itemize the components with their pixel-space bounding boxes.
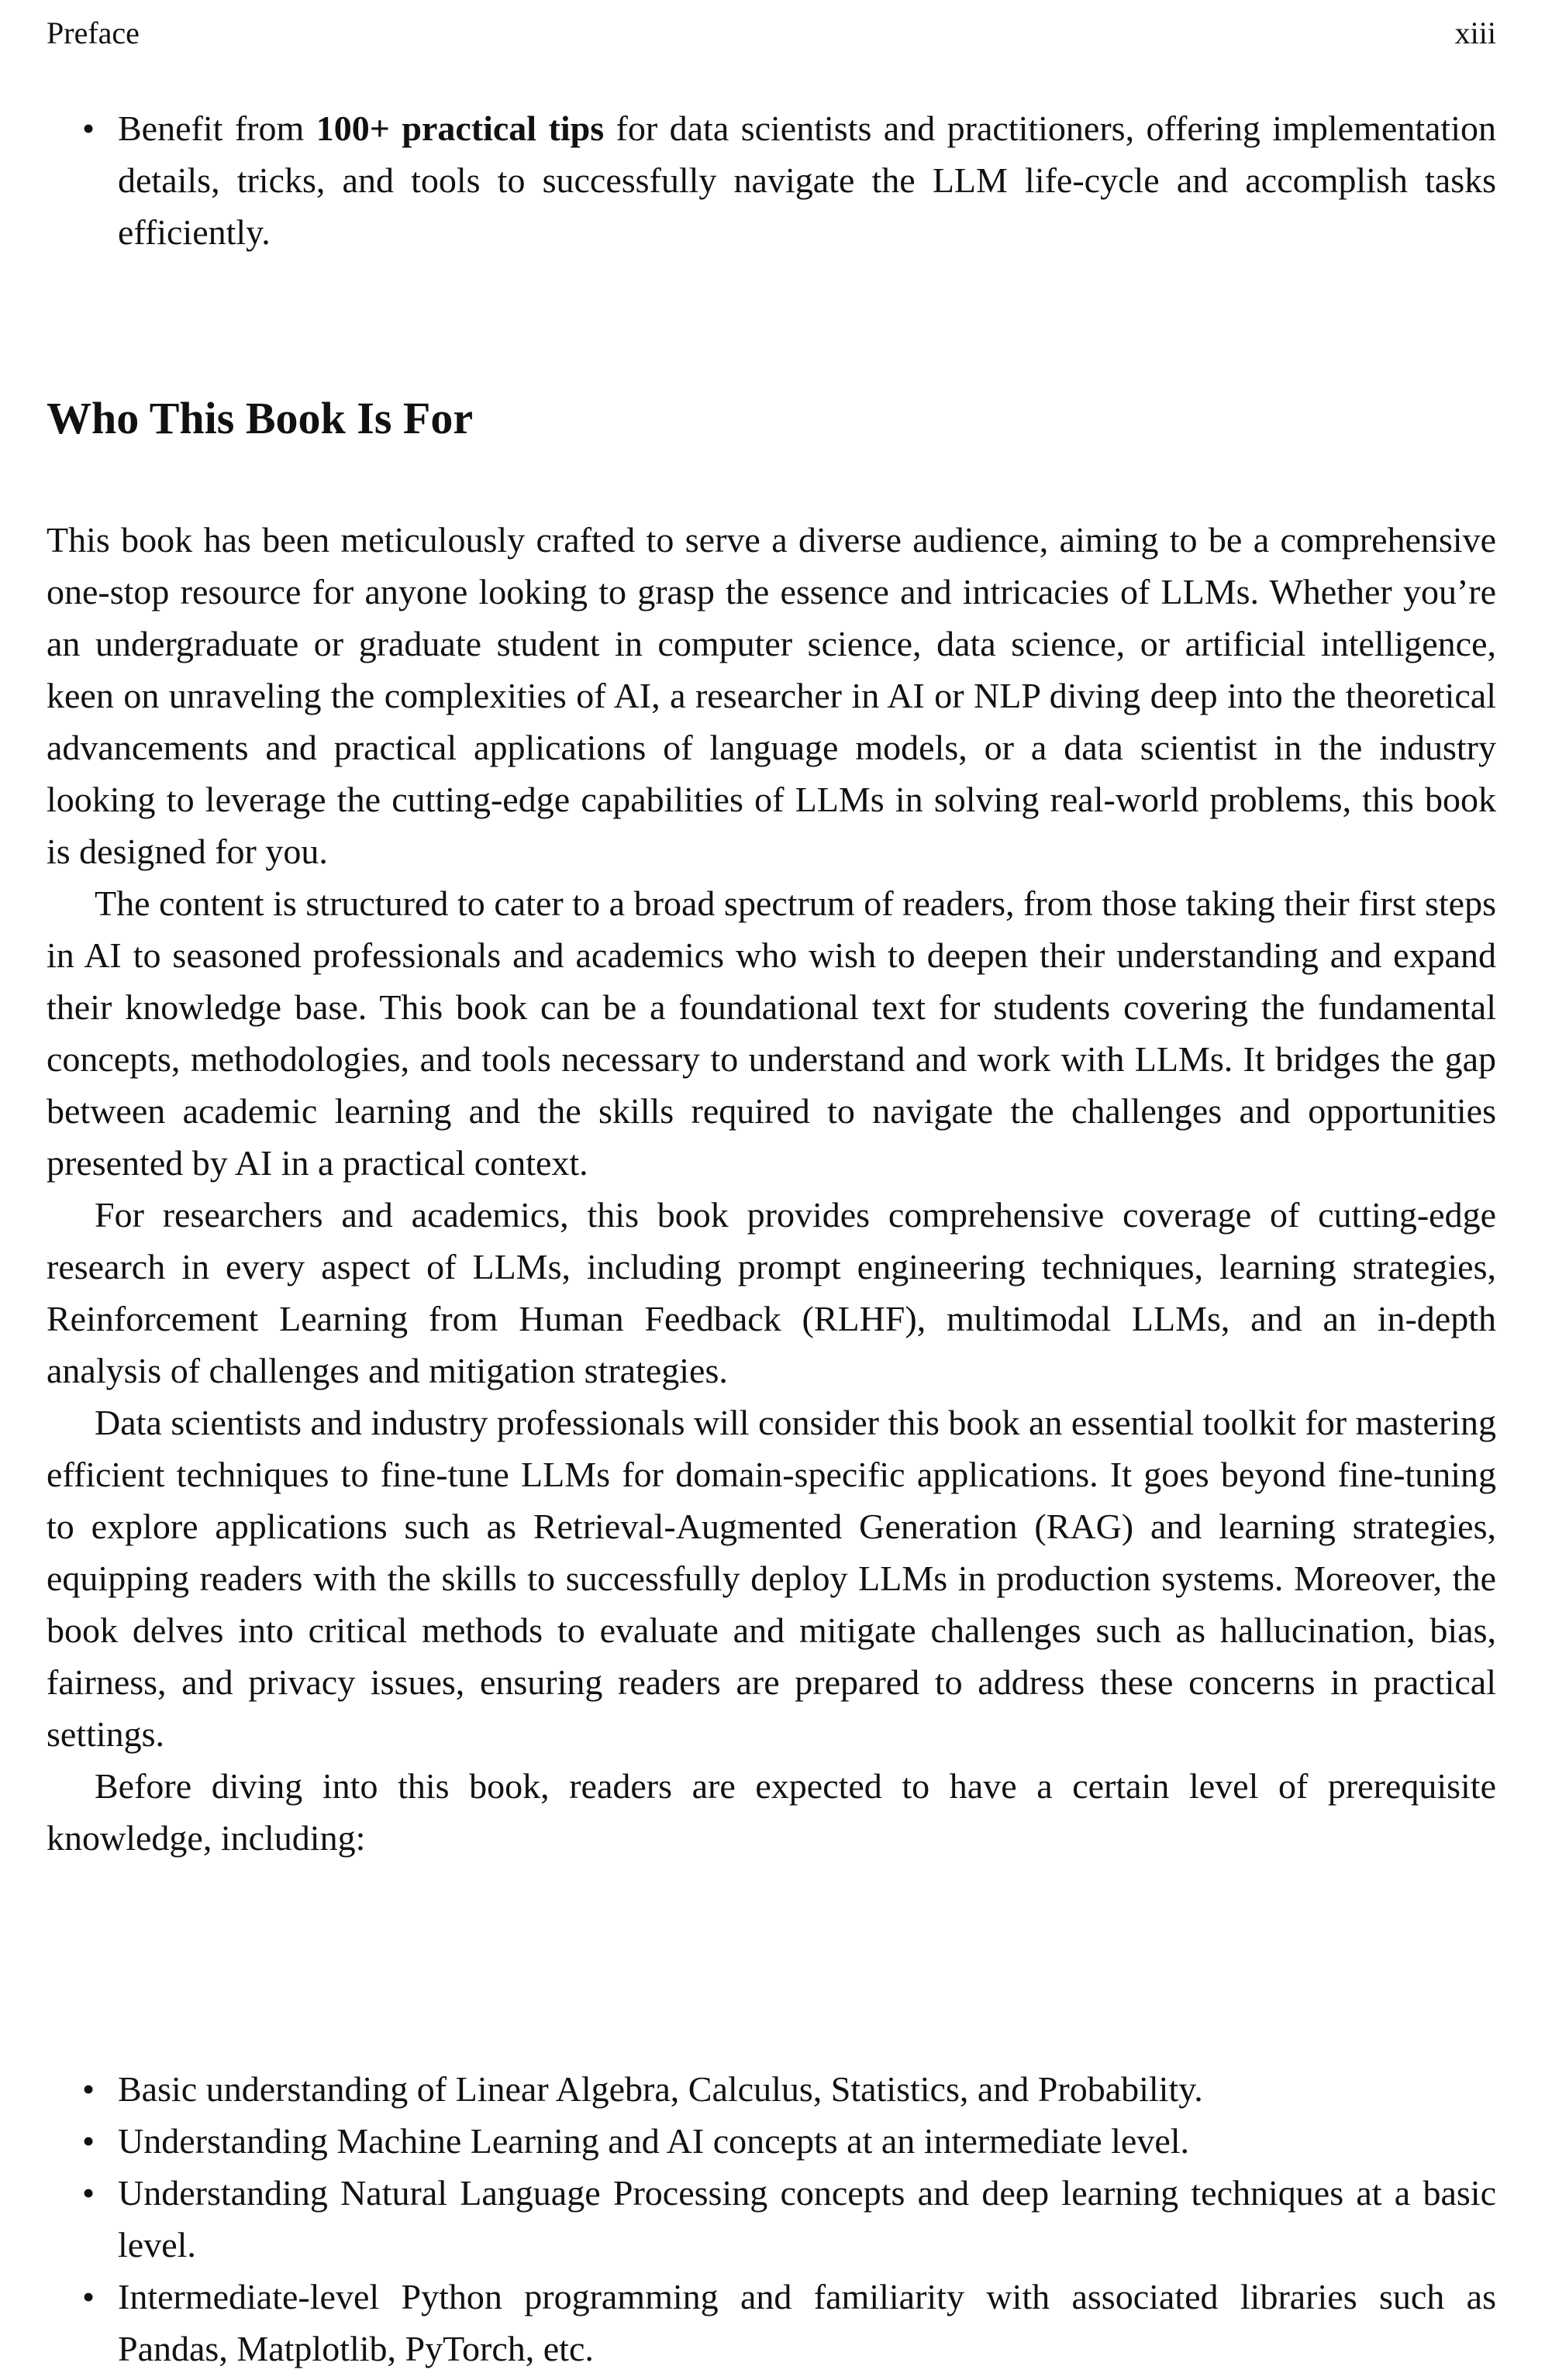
paragraph-audience: This book has been meticulously crafted to serve a diverse audience, aiming to be a comprehensive one-stop resource for anyone looking to grasp the essence and intricacies of LLMs. Whether you’re an undergraduate or graduate student in computer science, data science, or artificial intelligence, keen on unraveling the complexities of AI, a researcher in AI or NLP diving deep into the theoretical advancements and practical applications of language models, or a data scientist in the industry looking to leverage the cutting-edge capabilities of LLMs in solving real-world problems, this book is designed for you. [47,520,1496,871]
prerequisite-item [47,2115,1496,2167]
feature-bullet-list [47,102,1496,258]
running-head [47,14,1496,53]
section-body [47,514,1496,1864]
bullet-icon: • [82,2277,95,2316]
paragraph-data-scientists: Data scientists and industry professionals will consider this book an essential toolkit for mastering efficient techniques to fine-tune LLMs for domain-specific applications. It goes beyond fine-tuning to explore applications such as Retrieval-Augmented Generation (RAG) and learning strategies, equipping readers with the skills to successfully deploy LLMs in production systems. Moreover, the book delves into critical methods to evaluate and mitigate challenges such as hallucination, bias, fairness, and privacy issues, ensuring readers are prepared to address these concerns in practical settings. [47,1403,1496,1754]
bullet-text-suffix: for data scientists and practitioners, offering implementation details, tricks, and tools to successfully navigate the LLM life-cycle and accomplish tasks efficiently. [118,108,1496,252]
prerequisite-list [47,2063,1496,2375]
paragraph-prerequisites-intro: Before diving into this book, readers are expected to have a certain level of prerequisite knowledge, including: [47,1766,1496,1858]
prerequisite-text: Basic understanding of Linear Algebra, Calculus, Statistics, and Probability. [118,2069,1203,2109]
prerequisite-item [47,2271,1496,2375]
prerequisite-text: Understanding Machine Learning and AI concepts at an intermediate level. [118,2121,1190,2161]
page-number: xiii [1454,15,1496,50]
bullet-text-bold: 100+ practical tips [316,108,605,148]
feature-bullet-item [47,102,1496,258]
bullet-icon: • [82,2069,95,2109]
paragraph-content-structure: The content is structured to cater to a broad spectrum of readers, from those taking their first steps in AI to seasoned professionals and academics who wish to deepen their understanding and expand their knowledge base. This book can be a foundational text for students covering the fundamental concepts, methodologies, and tools necessary to understand and work with LLMs. It bridges the gap between academic learning and the skills required to navigate the challenges and opportunities presented by AI in a practical context. [47,883,1496,1183]
paragraph-researchers: For researchers and academics, this book provides comprehensive coverage of cutting-edge research in every aspect of LLMs, including prompt engineering techniques, learning strategies, Reinforcement Learning from Human Feedback (RLHF), multimodal LLMs, and an in-depth analysis of challenges and mitigation strategies. [47,1195,1496,1390]
bullet-icon: • [82,2121,95,2161]
prerequisite-text: Understanding Natural Language Processing concepts and deep learning techniques at a basic level. [118,2173,1496,2265]
bullet-icon: • [82,2173,95,2213]
bullet-text-prefix: Benefit from [118,108,316,148]
running-head-section: Preface [47,15,140,50]
prerequisite-text: Intermediate-level Python programming and familiarity with associated libraries such as Pandas, Matplotlib, PyTorch, etc. [118,2277,1496,2368]
prerequisite-item [47,2167,1496,2271]
prerequisite-item [47,2063,1496,2115]
bullet-icon: • [82,108,95,148]
section-heading: Who This Book Is For [47,393,474,443]
